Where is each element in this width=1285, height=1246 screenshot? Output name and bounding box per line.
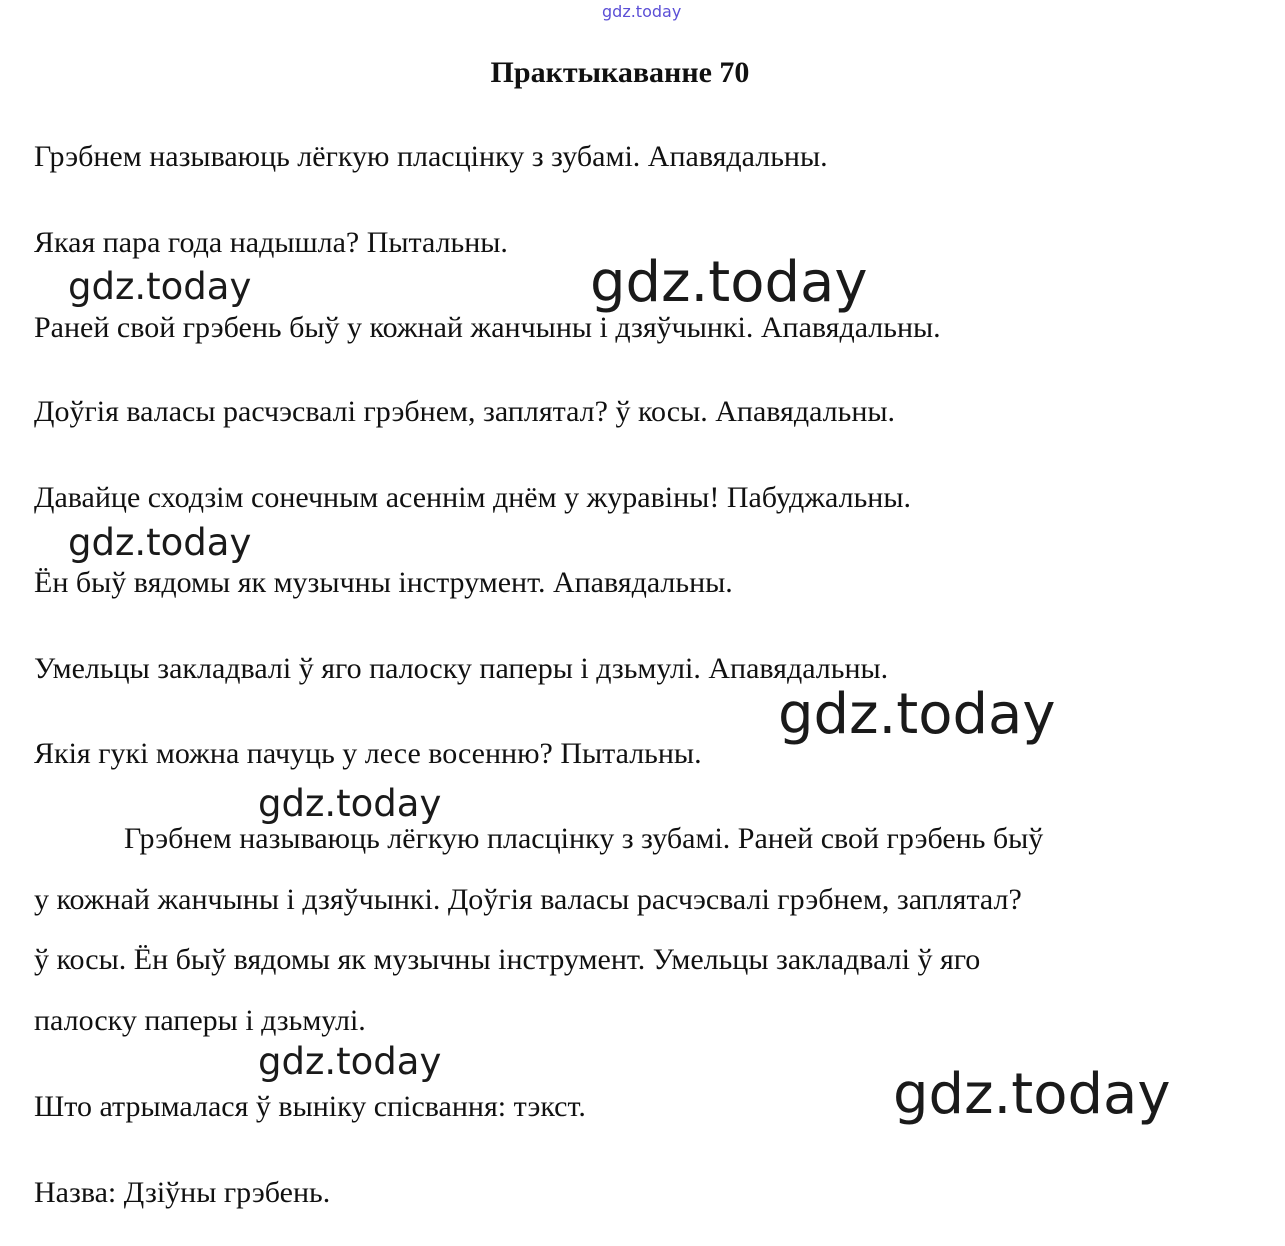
page-title: Практыкаванне 70 <box>490 56 750 89</box>
sentence-line: Якія гукі можна пачуць у лесе восенню? Пытальны. <box>34 737 702 770</box>
watermark: gdz.today <box>778 682 1056 747</box>
sentence-line: Доўгія валасы расчэсвалі грэбнем, заплятал? ў косы. Апавядальны. <box>34 395 896 428</box>
watermark: gdz.today <box>258 1040 442 1083</box>
name-line: Назва: Дзіўны грэбень. <box>34 1176 331 1209</box>
paragraph-line: ў косы. Ён быў вядомы як музычны інструмент. Умельцы закладвалі ў яго <box>34 943 981 976</box>
watermark-top[interactable]: gdz.today <box>602 2 682 21</box>
paragraph-line: палоску паперы і дзьмулі. <box>34 1004 366 1037</box>
sentence-line: Грэбнем называюць лёгкую пласцінку з зубамі. Апавядальны. <box>34 140 828 173</box>
watermark: gdz.today <box>893 1062 1171 1127</box>
sentence-line: Умельцы закладвалі ў яго палоску паперы і дзьмулі. Апавядальны. <box>34 652 889 685</box>
sentence-line: Ён быў вядомы як музычны інструмент. Апавядальны. <box>34 566 733 599</box>
sentence-line: Якая пара года надышла? Пытальны. <box>34 226 508 259</box>
watermark: gdz.today <box>590 250 868 315</box>
paragraph-line: Грэбнем называюць лёгкую пласцінку з зубамі. Раней свой грэбень быў <box>124 822 1044 855</box>
watermark: gdz.today <box>258 782 442 825</box>
watermark: gdz.today <box>68 265 252 308</box>
result-line: Што атрымалася ў выніку спісвання: тэкст. <box>34 1090 586 1123</box>
watermark: gdz.today <box>68 521 252 564</box>
paragraph-line: у кожнай жанчыны і дзяўчынкі. Доўгія валасы расчэсвалі грэбнем, заплятал? <box>34 883 1022 916</box>
sentence-line: Давайце сходзім сонечным асеннім днём у журавіны! Пабуджальны. <box>34 481 911 514</box>
sentence-line: Раней свой грэбень быў у кожнай жанчыны і дзяўчынкі. Апавядальны. <box>34 311 941 344</box>
